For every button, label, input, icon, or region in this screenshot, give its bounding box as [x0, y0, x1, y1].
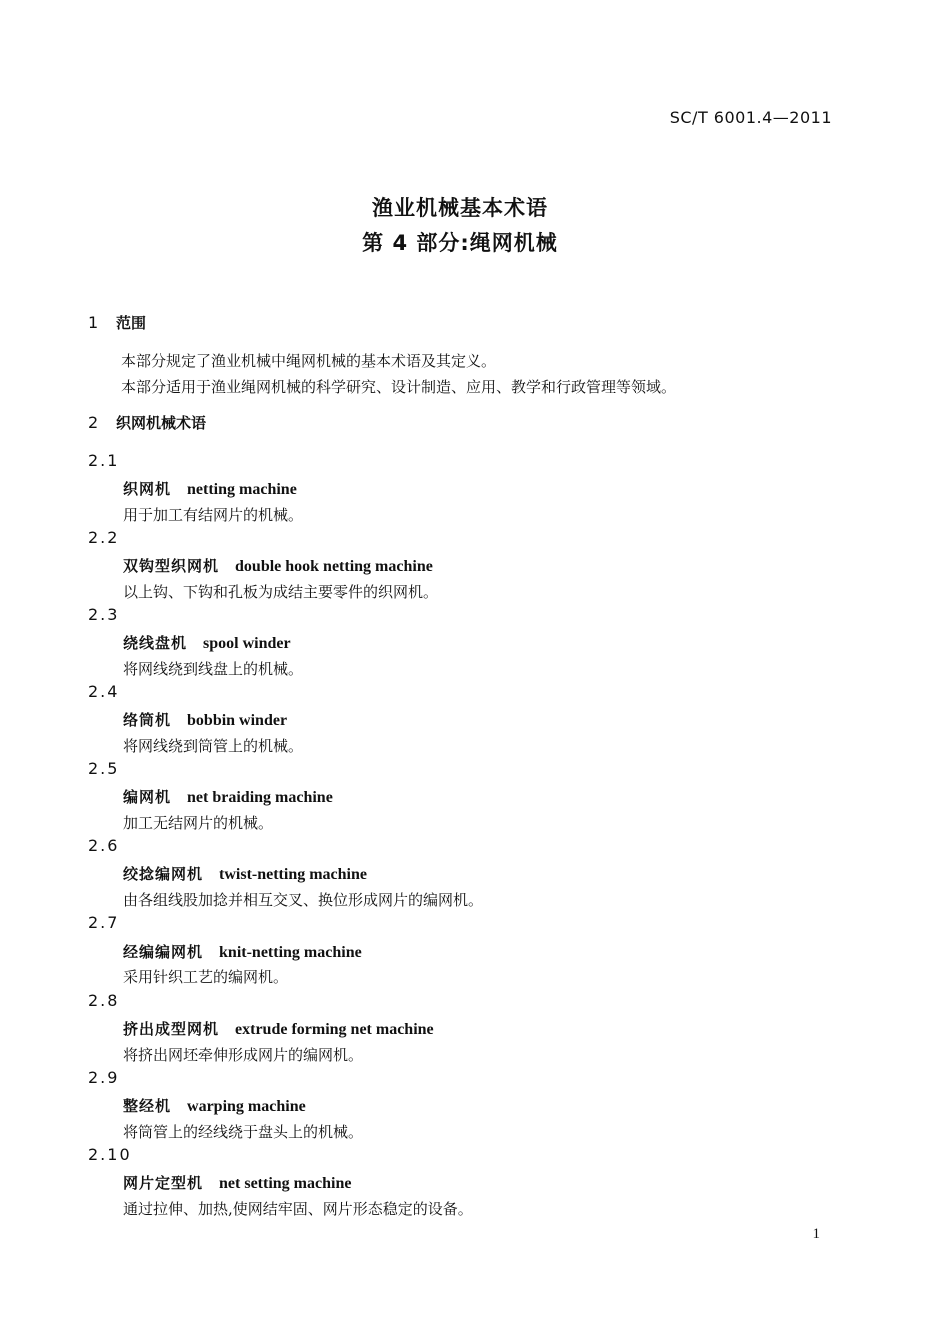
- term-name-en: twist-netting machine: [219, 866, 367, 883]
- scope-paragraph: 本部分适用于渔业绳网机械的科学研究、设计制造、应用、教学和行政管理等领域。: [121, 378, 677, 396]
- term-number: 2.4: [88, 682, 120, 701]
- section-number: 2: [88, 413, 99, 432]
- term-name: [123, 786, 333, 807]
- term-number: 2.9: [88, 1068, 120, 1087]
- standard-code: SC/T 6001.4—2011: [669, 108, 832, 127]
- term-name-en: double hook netting machine: [235, 558, 433, 575]
- term-name: [123, 1172, 351, 1193]
- section-heading-scope: [88, 312, 146, 333]
- term-definition: 采用针织工艺的编网机。: [123, 968, 289, 986]
- term-name: [123, 863, 367, 884]
- document-subtitle: 第 4 部分:绳网机械: [362, 231, 558, 255]
- section-number: 1: [88, 313, 99, 332]
- term-name-zh: 编网机: [123, 788, 172, 806]
- term-name-en: knit-netting machine: [219, 944, 362, 961]
- term-name: [123, 1018, 434, 1039]
- term-number: 2.2: [88, 528, 120, 547]
- section-title: 范围: [116, 314, 147, 332]
- term-name-en: net braiding machine: [187, 789, 333, 806]
- term-name-en: bobbin winder: [187, 712, 288, 729]
- term-definition: 将筒管上的经线绕于盘头上的机械。: [123, 1123, 364, 1141]
- term-name-en: net setting machine: [219, 1175, 352, 1192]
- page-number: 1: [812, 1226, 820, 1242]
- term-name-zh: 绞捻编网机: [123, 865, 204, 883]
- term-number: 2.10: [88, 1145, 132, 1164]
- term-name-zh: 绕线盘机: [123, 634, 188, 652]
- term-name-zh: 络筒机: [123, 711, 172, 729]
- term-definition: 以上钩、下钩和孔板为成结主要零件的织网机。: [123, 583, 439, 601]
- term-number: 2.5: [88, 759, 120, 778]
- term-name-en: spool winder: [203, 635, 291, 652]
- term-name-zh: 挤出成型网机: [123, 1020, 220, 1038]
- term-definition: 用于加工有结网片的机械。: [123, 506, 304, 524]
- term-name: [123, 709, 287, 730]
- term-name: [123, 478, 297, 499]
- term-number: 2.8: [88, 991, 120, 1010]
- term-name-zh: 织网机: [123, 480, 172, 498]
- term-definition: 通过拉伸、加热,使网结牢固、网片形态稳定的设备。: [123, 1200, 473, 1218]
- term-number: 2.3: [88, 605, 120, 624]
- term-name-en: netting machine: [187, 481, 297, 498]
- term-name-zh: 整经机: [123, 1097, 172, 1115]
- term-number: 2.1: [88, 451, 120, 470]
- term-name-en: extrude forming net machine: [235, 1021, 434, 1038]
- term-definition: 由各组线股加捻并相互交叉、换位形成网片的编网机。: [123, 891, 484, 909]
- term-name-zh: 经编编网机: [123, 943, 204, 961]
- term-name-zh: 网片定型机: [123, 1174, 204, 1192]
- term-name: [123, 555, 433, 576]
- term-definition: 将挤出网坯牵伸形成网片的编网机。: [123, 1046, 364, 1064]
- term-name: [123, 1095, 306, 1116]
- term-name-en: warping machine: [187, 1098, 306, 1115]
- term-definition: 将网线绕到线盘上的机械。: [123, 660, 304, 678]
- term-name-zh: 双钩型织网机: [123, 557, 220, 575]
- term-definition: 加工无结网片的机械。: [123, 814, 274, 832]
- term-name: [123, 941, 362, 962]
- term-definition: 将网线绕到筒管上的机械。: [123, 737, 304, 755]
- term-number: 2.7: [88, 913, 120, 932]
- term-number: 2.6: [88, 836, 120, 855]
- scope-paragraph: 本部分规定了渔业机械中绳网机械的基本术语及其定义。: [121, 352, 497, 370]
- section-title: 织网机械术语: [116, 414, 207, 432]
- term-name: [123, 632, 291, 653]
- section-heading-terms: [88, 412, 206, 433]
- document-title: 渔业机械基本术语: [372, 196, 548, 220]
